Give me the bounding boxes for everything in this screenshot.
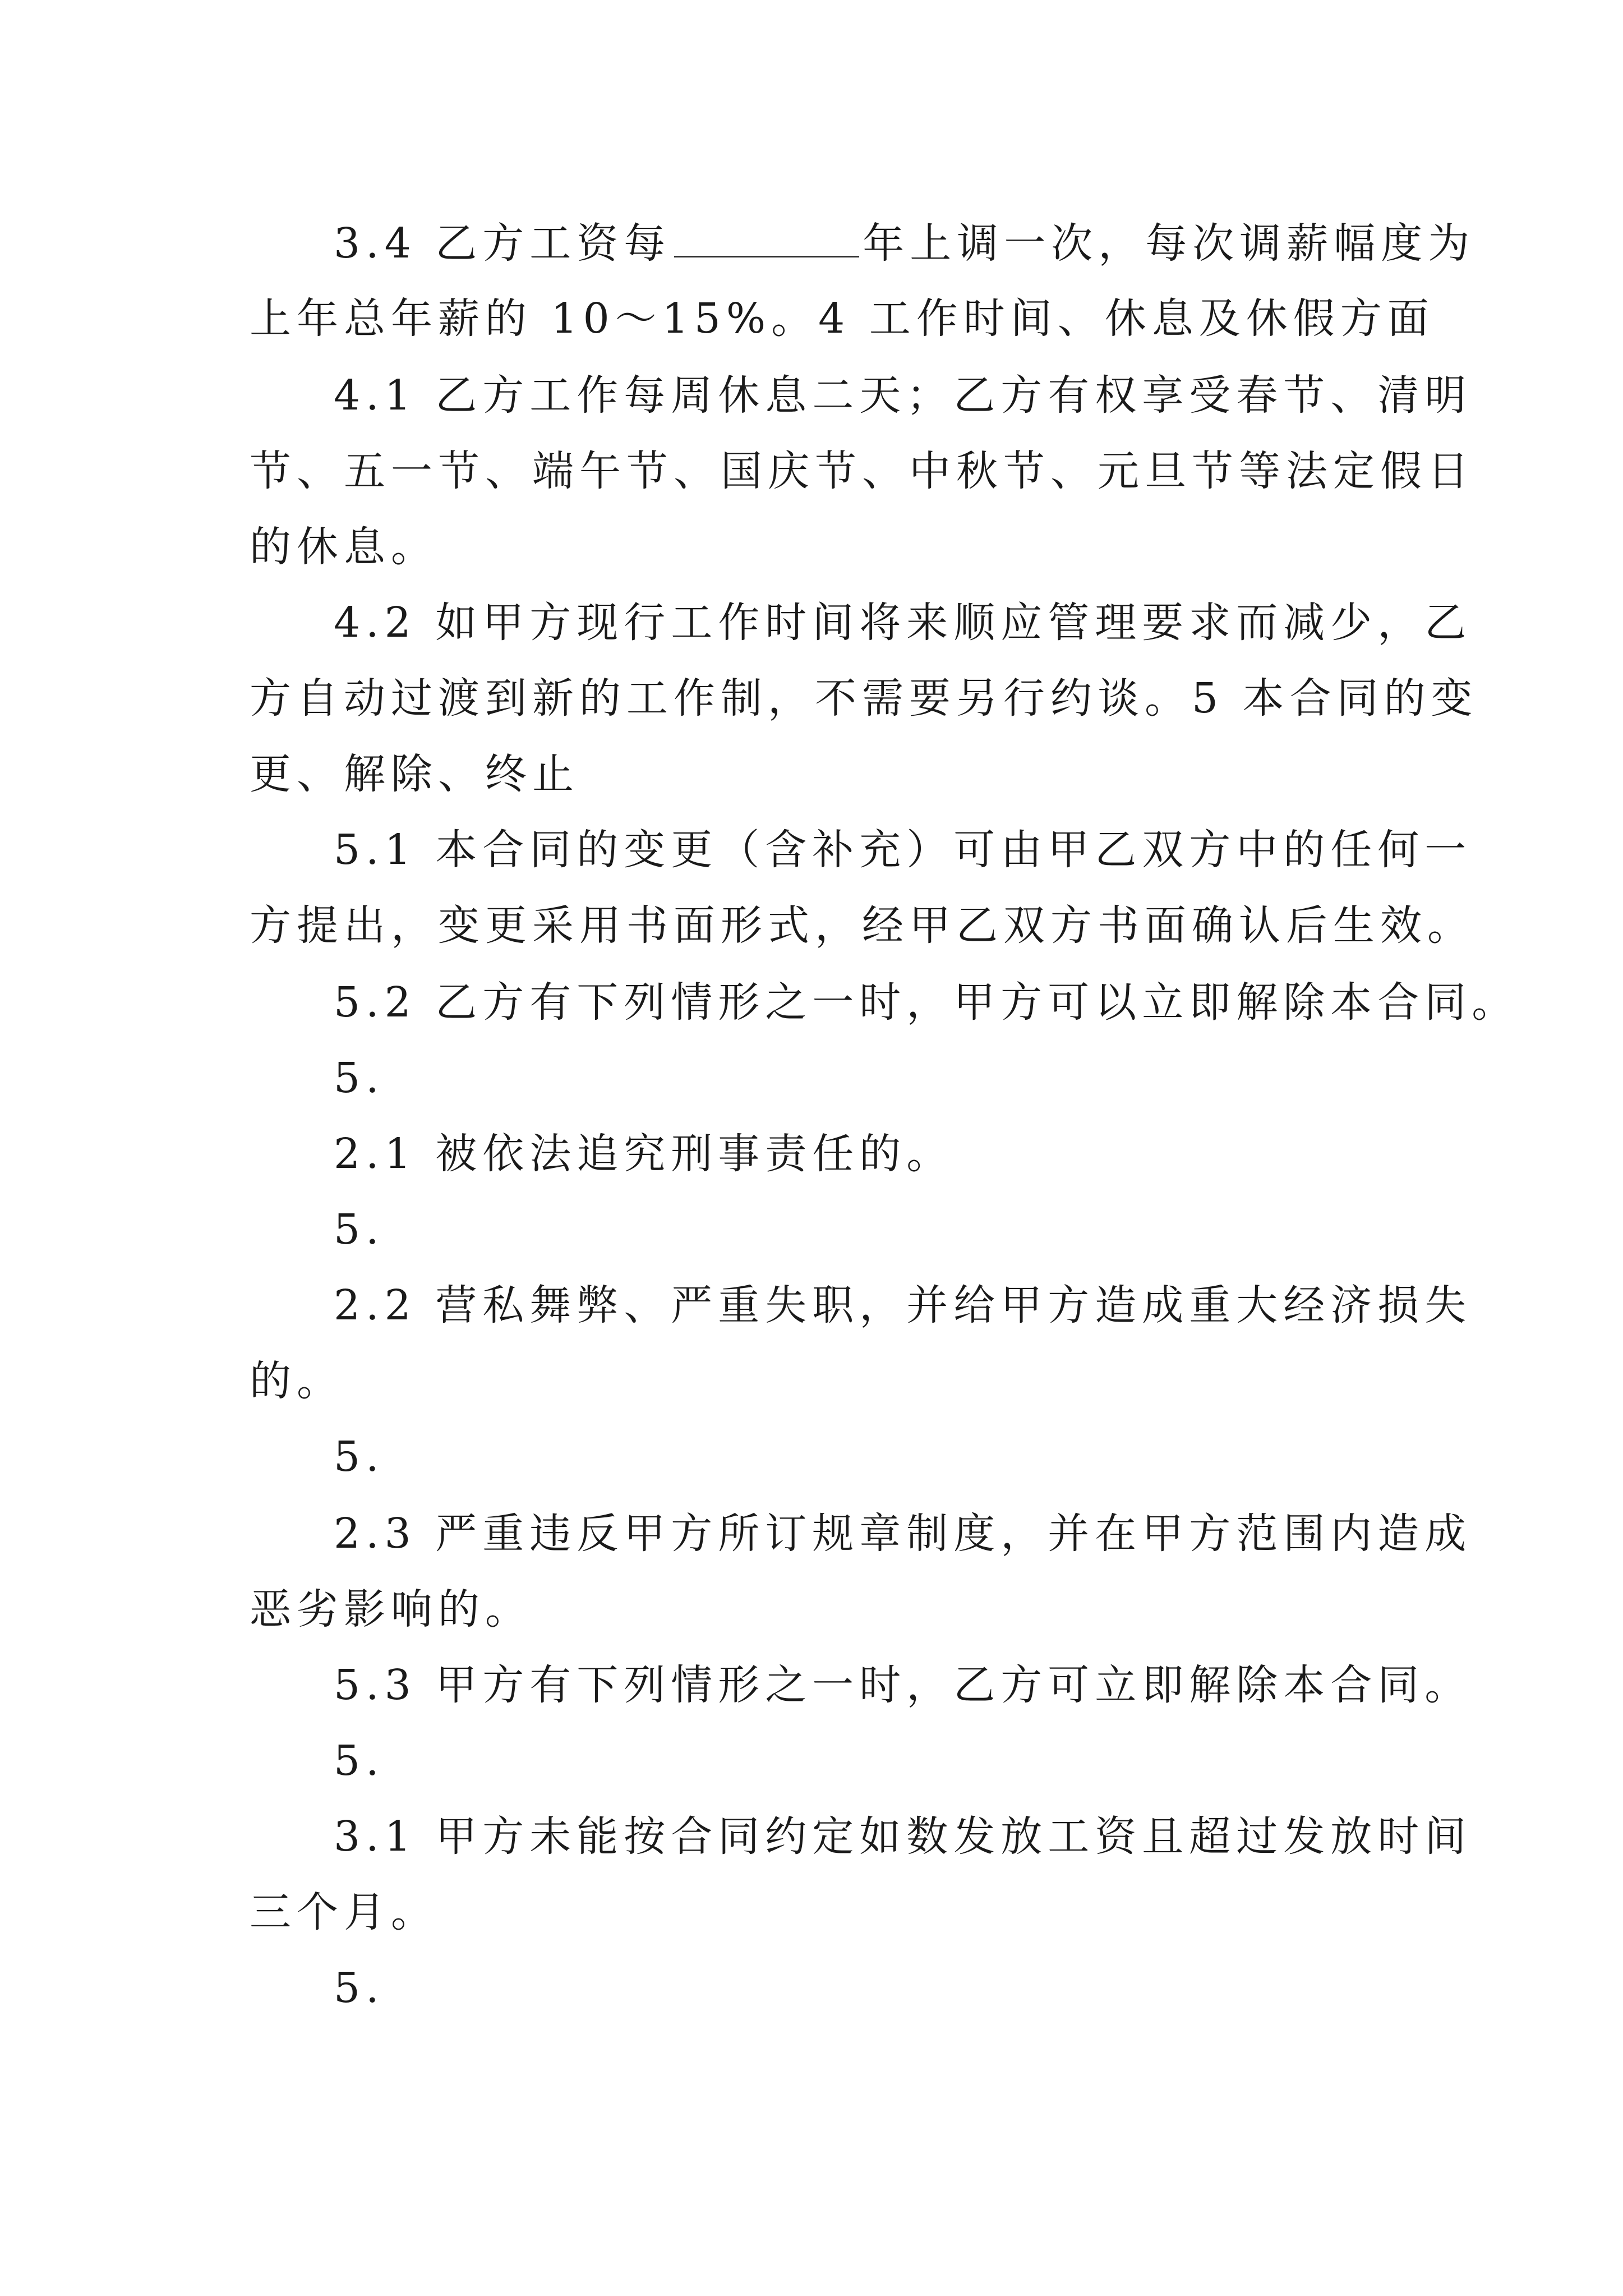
text-line: 5. xyxy=(334,1054,385,1102)
text-line: 更、解除、终止 xyxy=(250,750,579,798)
text-line: 5. xyxy=(334,1433,385,1481)
text-line: 3.1 甲方未能按合同约定如数发放工资且超过发放时间 xyxy=(334,1812,1472,1861)
text-line: 恶劣影响的。 xyxy=(250,1585,532,1634)
text-fragment: 3.4 乙方工资每 xyxy=(334,219,671,268)
text-line: 2.2 营私舞弊、严重失职，并给甲方造成重大经济损失 xyxy=(334,1281,1472,1329)
text-line: 方提出，变更采用书面形式，经甲乙双方书面确认后生效。 xyxy=(250,901,1474,950)
text-line: 5.1 本合同的变更（含补充）可由甲乙双方中的任何一 xyxy=(334,826,1472,874)
text-line: 节、五一节、端午节、国庆节、中秋节、元旦节等法定假日 xyxy=(250,447,1474,495)
text-line: 三个月。 xyxy=(250,1888,438,1936)
text-line: 5.3 甲方有下列情形之一时，乙方可立即解除本合同。 xyxy=(334,1661,1472,1709)
text-line: 5. xyxy=(334,1737,385,1785)
text-line: 方自动过渡到新的工作制，不需要另行约谈。5 本合同的变 xyxy=(250,674,1478,723)
text-line: 5. xyxy=(334,1205,385,1254)
text-line: 的休息。 xyxy=(250,523,438,571)
text-line: 2.3 严重违反甲方所订规章制度，并在甲方范围内造成 xyxy=(334,1510,1472,1558)
text-line: 5. xyxy=(334,1964,385,2012)
text-fragment: 年上调一次，每次调薪幅度为 xyxy=(863,219,1476,268)
fill-in-blank xyxy=(674,218,859,257)
text-line: 2.1 被依法追究刑事责任的。 xyxy=(334,1130,954,1178)
text-line: 4.2 如甲方现行工作时间将来顺应管理要求而减少，乙 xyxy=(334,599,1472,647)
text-line: 5.2 乙方有下列情形之一时，甲方可以立即解除本合同。 xyxy=(334,978,1519,1027)
text-line: 4.1 乙方工作每周休息二天；乙方有权享受春节、清明 xyxy=(334,371,1472,420)
text-line: 的。 xyxy=(250,1357,344,1405)
text-line xyxy=(334,218,1475,268)
text-line: 上年总年薪的 10～15%。4 工作时间、休息及休假方面 xyxy=(250,295,1435,343)
